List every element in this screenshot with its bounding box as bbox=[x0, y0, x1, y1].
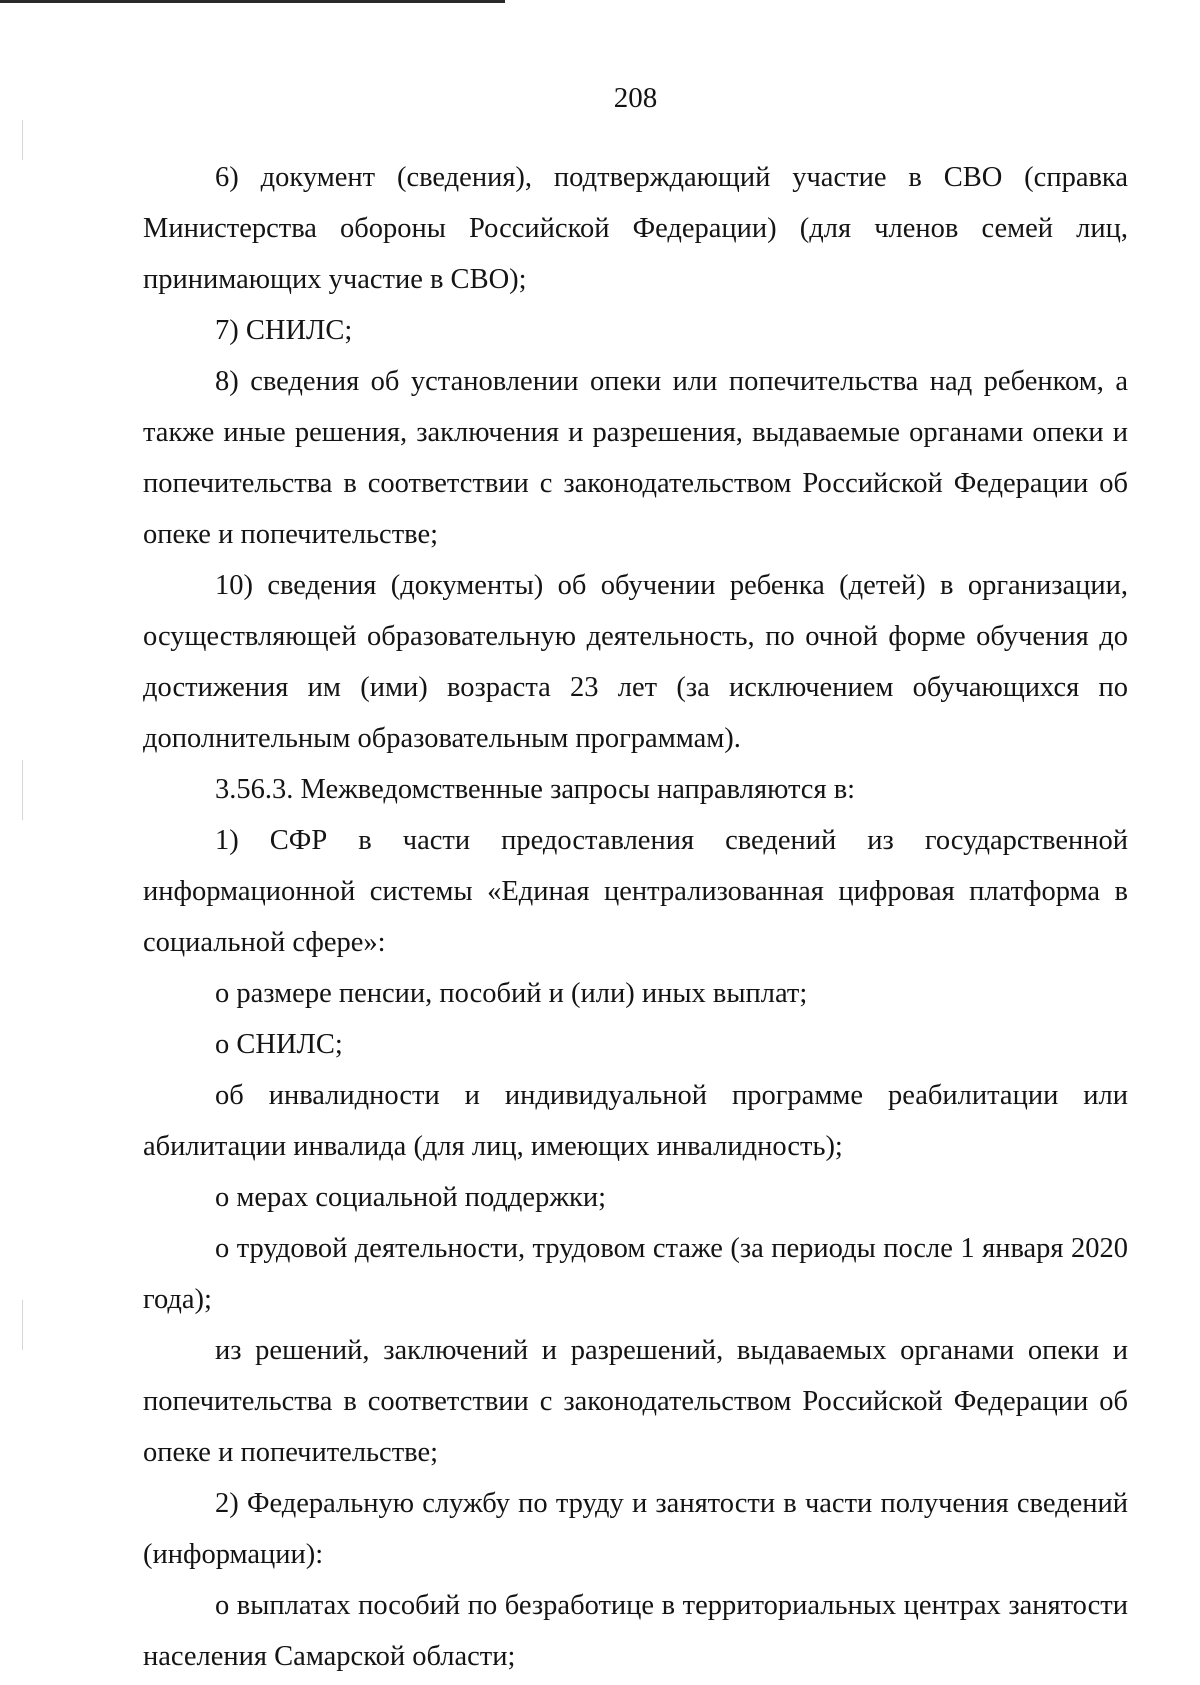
paragraph-disability-info: об инвалидности и индивидуальной программе реабилитации или абилитации инвалида (для лиц, имеющих инвалидность); bbox=[143, 1080, 1128, 1162]
paragraph-item-6: 6) документ (сведения), подтверждающий участие в СВО (справка Министерства обороны Российской Федерации) (для членов семей лиц, принимающих участие в СВО); bbox=[143, 162, 1128, 295]
paragraph-item-7: 7) СНИЛС; bbox=[215, 315, 353, 346]
paragraph-item-10: 10) сведения (документы) об обучении ребенка (детей) в организации, осуществляющей образовательную деятельность, по очной форме обучения до достижения им (ими) возраста 23 лет (за исключением обучающихся по дополнительным образовательным программам). bbox=[143, 570, 1128, 754]
paragraph-labor-info: о трудовой деятельности, трудовом стаже (за периоды после 1 января 2020 года); bbox=[143, 1233, 1128, 1315]
paragraph-guardianship-decisions: из решений, заключений и разрешений, выдаваемых органами опеки и попечительства в соответствии с законодательством Российской Федерации об опеке и попечительстве; bbox=[143, 1335, 1128, 1468]
scan-edge-mark bbox=[22, 120, 23, 160]
scan-edge-mark bbox=[22, 760, 23, 820]
scan-edge-mark bbox=[22, 1300, 23, 1350]
top-edge-rule bbox=[0, 0, 505, 3]
paragraph-unemployment-benefits: о выплатах пособий по безработице в территориальных центрах занятости населения Самарской области; bbox=[143, 1590, 1128, 1672]
paragraph-employment-service: 2) Федеральную службу по труду и занятости в части получения сведений (информации): bbox=[143, 1488, 1128, 1570]
paragraph-pension-info: о размере пенсии, пособий и (или) иных выплат; bbox=[215, 978, 808, 1009]
document-body bbox=[143, 152, 1128, 1682]
paragraph-snils-info: о СНИЛС; bbox=[215, 1029, 343, 1060]
paragraph-sfr-requests: 1) СФР в части предоставления сведений из государственной информационной системы «Единая централизованная цифровая платформа в социальной сфере»: bbox=[143, 825, 1128, 958]
paragraph-social-support-info: о мерах социальной поддержки; bbox=[215, 1182, 607, 1213]
paragraph-item-8: 8) сведения об установлении опеки или попечительства над ребенком, а также иные решения, заключения и разрешения, выдаваемые органами опеки и попечительства в соответствии с законодательством Российской Федерации об опеке и попечительстве; bbox=[143, 366, 1128, 550]
page-number: 208 bbox=[613, 82, 658, 114]
paragraph-section-3-56-3: 3.56.3. Межведомственные запросы направляются в: bbox=[215, 774, 856, 805]
